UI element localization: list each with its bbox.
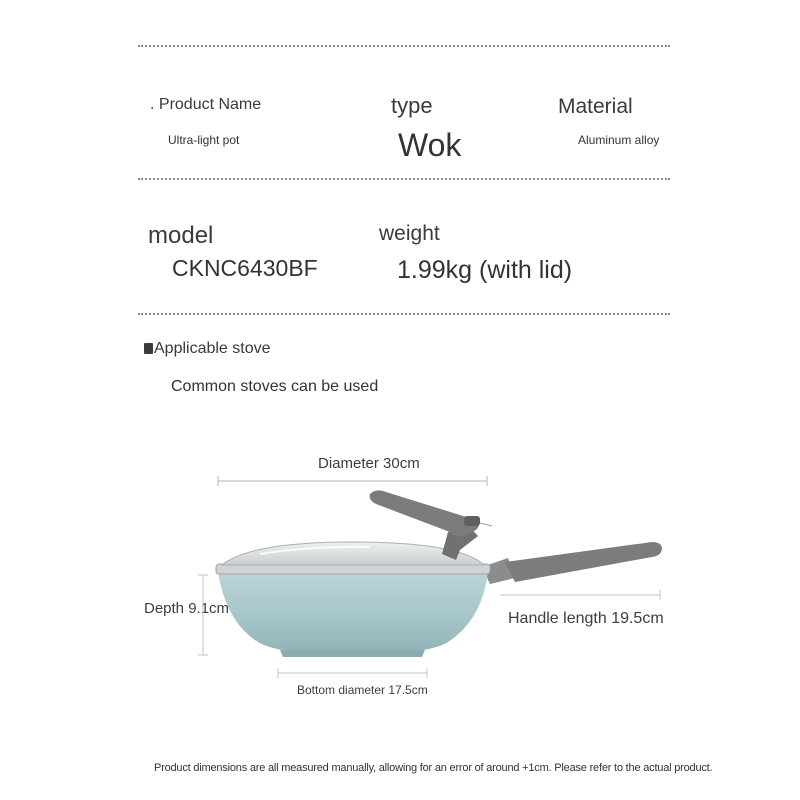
handle-dimension-line (500, 590, 660, 600)
pot-body (218, 572, 488, 655)
side-handle (482, 542, 662, 584)
footer-note: Product dimensions are all measured manually, allowing for an error of around +1cm. Please refer to the actual product. (154, 762, 713, 774)
pot-base (280, 650, 425, 657)
stove-value: Common stoves can be used (171, 378, 379, 395)
depth-dimension-line (198, 575, 208, 655)
bottom-diameter-dimension-line (278, 668, 427, 678)
type-value: Wok (398, 127, 462, 163)
diameter-dimension-line (218, 476, 487, 486)
material-label: Material (558, 95, 633, 118)
weight-label: weight (379, 222, 440, 245)
depth-label: Depth 9.1cm (144, 600, 230, 617)
product-name-value: Ultra-light pot (168, 133, 240, 147)
separator-2 (138, 313, 670, 315)
diameter-label: Diameter 30cm (318, 455, 420, 472)
bottom-diameter-label: Bottom diameter 17.5cm (297, 683, 428, 697)
model-label: model (148, 222, 214, 249)
model-value: CKNC6430BF (172, 255, 318, 281)
weight-value: 1.99kg (with lid) (397, 256, 573, 284)
separator-1 (138, 178, 670, 180)
stove-label: Applicable stove (154, 340, 271, 357)
separator-top (138, 45, 670, 47)
square-marker-icon (144, 343, 153, 354)
material-value: Aluminum alloy (578, 133, 660, 147)
type-label: type (391, 93, 433, 118)
handle-length-label: Handle length 19.5cm (508, 610, 664, 627)
wok-illustration (130, 450, 670, 690)
product-name-label: . Product Name (150, 96, 262, 113)
